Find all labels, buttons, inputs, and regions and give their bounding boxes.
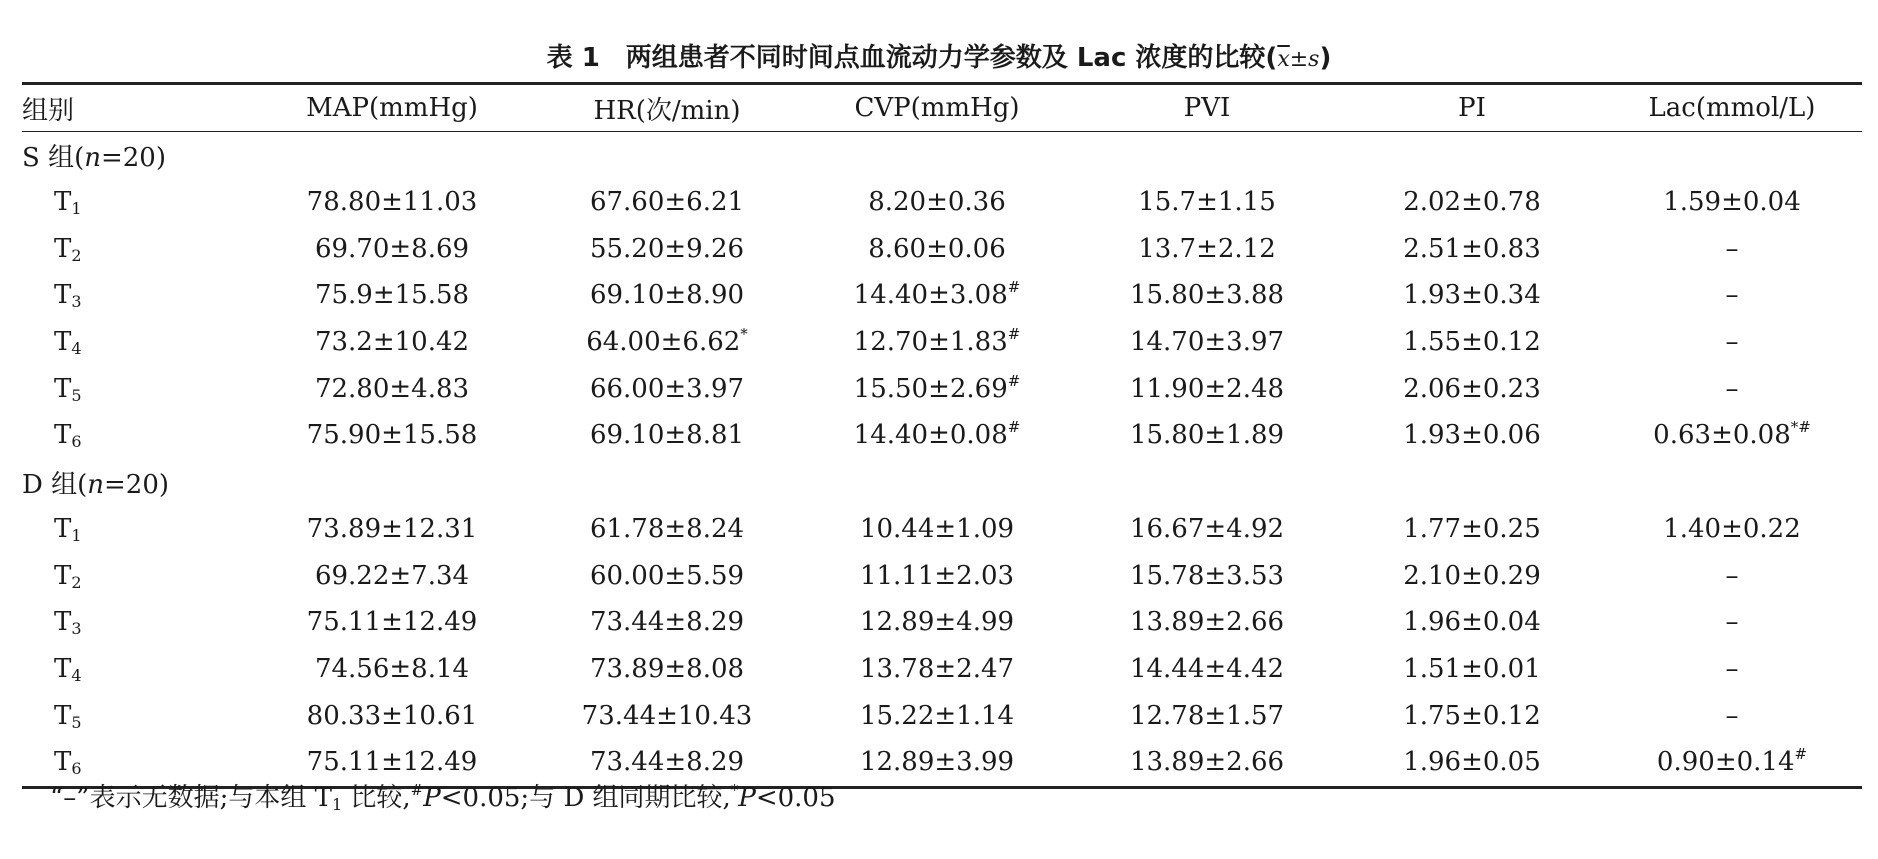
cell-value: 1.75±0.12 — [1403, 700, 1541, 731]
table-cell — [1602, 365, 1862, 412]
cell-value: 1.93±0.06 — [1403, 420, 1541, 451]
significance-mark: * — [740, 325, 748, 344]
cell-value: 73.89±8.08 — [589, 653, 745, 684]
timepoint-subscript: 2 — [71, 572, 82, 592]
cell-value: 69.10±8.81 — [589, 420, 745, 451]
table-cell — [1602, 506, 1862, 553]
cell-value: – — [1725, 233, 1739, 264]
cell-value: 75.90±15.58 — [306, 420, 478, 451]
group-label-suffix: =20) — [104, 469, 170, 500]
cell-value: 16.67±4.92 — [1129, 513, 1285, 544]
table-cell — [532, 319, 802, 366]
cell-value: 12.70±1.83 — [853, 327, 1008, 358]
cell-value: 15.78±3.53 — [1129, 560, 1285, 591]
cell-value: 15.80±3.88 — [1129, 280, 1285, 311]
timepoint-letter: T — [54, 420, 72, 451]
footnote-star-mark: * — [730, 781, 739, 799]
table-cell — [252, 365, 532, 412]
timepoint-letter: T — [54, 700, 72, 731]
table-cell — [1602, 272, 1862, 319]
table-cell — [1072, 646, 1342, 693]
table-cell — [1602, 412, 1862, 459]
cell-value: 73.44±10.43 — [581, 700, 753, 731]
cell-value: 13.89±2.66 — [1129, 607, 1285, 638]
cell-value: 14.44±4.42 — [1129, 653, 1285, 684]
cell-value: 11.11±2.03 — [859, 560, 1015, 591]
table-row — [22, 646, 1862, 693]
cell-value: – — [1725, 607, 1739, 638]
column-header: PVI — [1072, 84, 1342, 132]
caption-close-paren: ) — [1319, 43, 1332, 73]
cell-value: 69.22±7.34 — [314, 560, 470, 591]
n-symbol: n — [87, 469, 105, 500]
table-cell — [802, 225, 1072, 272]
timepoint-label — [22, 412, 252, 459]
timepoint-label — [22, 272, 252, 319]
timepoint-subscript: 2 — [71, 245, 82, 265]
cell-value: 2.06±0.23 — [1403, 373, 1541, 404]
timepoint-letter: T — [54, 280, 72, 311]
column-header: PI — [1342, 84, 1602, 132]
timepoint-letter: T — [54, 513, 72, 544]
footnote-subscript: 1 — [331, 795, 343, 814]
table-cell — [1072, 412, 1342, 459]
timepoint-subscript: 4 — [71, 339, 82, 359]
cell-value: 64.00±6.62 — [586, 327, 741, 358]
table-cell — [802, 272, 1072, 319]
cell-value: 10.44±1.09 — [859, 513, 1015, 544]
group-label-prefix: D 组( — [22, 469, 88, 500]
significance-mark: *# — [1790, 418, 1811, 437]
cell-value: 11.90±2.48 — [1129, 373, 1285, 404]
table-row — [22, 552, 1862, 599]
footnote-p-symbol-2: P — [738, 783, 756, 813]
column-header: MAP(mmHg) — [252, 84, 532, 132]
table-cell — [252, 225, 532, 272]
cell-value: 12.89±3.99 — [859, 747, 1015, 778]
cell-value: 67.60±6.21 — [589, 187, 745, 218]
table-cell — [252, 692, 532, 739]
cell-value: 15.80±1.89 — [1129, 420, 1285, 451]
cell-value: 72.80±4.83 — [314, 373, 470, 404]
cell-value: 12.89±4.99 — [859, 607, 1015, 638]
timepoint-label — [22, 506, 252, 553]
table-cell — [1602, 179, 1862, 226]
table-cell — [1602, 599, 1862, 646]
significance-mark: # — [1007, 418, 1021, 437]
table-cell — [1602, 225, 1862, 272]
table-cell — [1072, 692, 1342, 739]
cell-value: 2.10±0.29 — [1403, 560, 1541, 591]
group-row — [22, 132, 1862, 179]
cell-value: 2.02±0.78 — [1403, 187, 1541, 218]
timepoint-label — [22, 179, 252, 226]
table-cell — [802, 599, 1072, 646]
table-cell — [802, 646, 1072, 693]
cell-value: 73.2±10.42 — [314, 327, 470, 358]
table-footnote — [50, 778, 836, 818]
table-cell — [1342, 225, 1602, 272]
table-cell — [1342, 599, 1602, 646]
column-header: CVP(mmHg) — [802, 84, 1072, 132]
table-cell — [802, 179, 1072, 226]
table-cell — [1072, 179, 1342, 226]
cell-value: 69.70±8.69 — [314, 233, 470, 264]
timepoint-letter: T — [54, 607, 72, 638]
significance-mark: # — [1794, 745, 1808, 764]
cell-value: 1.96±0.05 — [1403, 747, 1541, 778]
cell-value: 1.93±0.34 — [1403, 280, 1541, 311]
timepoint-letter: T — [54, 187, 72, 218]
footnote-text-3: <0.05;与 D 组同期比较, — [440, 783, 731, 813]
table-cell — [532, 646, 802, 693]
table-cell — [1602, 646, 1862, 693]
timepoint-letter: T — [54, 560, 72, 591]
cell-value: 75.11±12.49 — [306, 747, 478, 778]
significance-mark: # — [1007, 371, 1021, 390]
table-cell — [1072, 739, 1342, 787]
cell-value: 1.77±0.25 — [1403, 513, 1541, 544]
cell-value: 66.00±3.97 — [589, 373, 745, 404]
table-cell — [1602, 739, 1862, 787]
cell-value: 8.20±0.36 — [868, 187, 1006, 218]
table-row — [22, 599, 1862, 646]
table-cell — [1072, 365, 1342, 412]
timepoint-label — [22, 552, 252, 599]
timepoint-letter: T — [54, 373, 72, 404]
column-header: 组别 — [22, 84, 252, 132]
column-header: HR(次/min) — [532, 84, 802, 132]
timepoint-subscript: 1 — [71, 199, 82, 219]
cell-value: 1.40±0.22 — [1663, 513, 1801, 544]
n-symbol: n — [84, 142, 101, 173]
table-row — [22, 179, 1862, 226]
table-cell — [1342, 319, 1602, 366]
cell-value: 12.78±1.57 — [1129, 700, 1285, 731]
table-row — [22, 506, 1862, 553]
table-cell — [532, 179, 802, 226]
table-row — [22, 412, 1862, 459]
cell-value: 1.96±0.04 — [1403, 607, 1541, 638]
table-number: 表 1 — [546, 43, 600, 73]
group-label-prefix: S 组( — [22, 142, 85, 173]
table-cell — [532, 599, 802, 646]
group-label-suffix: =20) — [100, 142, 166, 173]
cell-value: 73.44±8.29 — [589, 607, 745, 638]
timepoint-subscript: 6 — [71, 432, 82, 452]
cell-value: 0.63±0.08 — [1653, 420, 1791, 451]
cell-value: 73.89±12.31 — [306, 513, 478, 544]
table-cell — [1342, 365, 1602, 412]
timepoint-letter: T — [54, 653, 72, 684]
group-label — [22, 132, 1862, 179]
table-cell — [1072, 599, 1342, 646]
cell-value: 13.89±2.66 — [1129, 747, 1285, 778]
table-cell — [1342, 552, 1602, 599]
table-cell — [532, 412, 802, 459]
cell-value: 60.00±5.59 — [589, 560, 745, 591]
table-cell — [802, 692, 1072, 739]
timepoint-subscript: 3 — [71, 292, 82, 312]
table-row — [22, 225, 1862, 272]
footnote-text-2: 比较, — [342, 783, 411, 813]
cell-value: 75.9±15.58 — [314, 280, 470, 311]
cell-value: 14.40±0.08 — [853, 420, 1008, 451]
table-cell — [252, 599, 532, 646]
timepoint-label — [22, 599, 252, 646]
table-cell — [532, 692, 802, 739]
cell-value: – — [1725, 373, 1739, 404]
table-cell — [1072, 319, 1342, 366]
table-cell — [252, 272, 532, 319]
mean-symbol: $\overline{x}$ — [1277, 47, 1290, 72]
table-cell — [252, 646, 532, 693]
timepoint-label — [22, 365, 252, 412]
table-cell — [1072, 506, 1342, 553]
cell-value: 1.55±0.12 — [1403, 327, 1541, 358]
significance-mark: # — [1007, 325, 1021, 344]
timepoint-subscript: 1 — [71, 525, 82, 545]
group-row — [22, 459, 1862, 506]
footnote-p-symbol-1: P — [423, 783, 441, 813]
table-cell — [252, 552, 532, 599]
table-row — [22, 319, 1862, 366]
table-body — [22, 132, 1862, 788]
table-cell — [1072, 272, 1342, 319]
cell-value: 78.80±11.03 — [306, 187, 478, 218]
cell-value: 61.78±8.24 — [589, 513, 745, 544]
table-cell — [252, 319, 532, 366]
timepoint-label — [22, 319, 252, 366]
timepoint-letter: T — [54, 327, 72, 358]
table-cell — [1602, 692, 1862, 739]
footnote-text-4: <0.05 — [755, 783, 836, 813]
cell-value: 80.33±10.61 — [306, 700, 478, 731]
cell-value: 8.60±0.06 — [868, 233, 1006, 264]
table-cell — [532, 552, 802, 599]
table-cell — [802, 506, 1072, 553]
table-cell — [252, 506, 532, 553]
table-cell — [802, 739, 1072, 787]
cell-value: 13.78±2.47 — [859, 653, 1015, 684]
comparison-table — [22, 82, 1862, 789]
cell-value: – — [1725, 653, 1739, 684]
table-cell — [802, 319, 1072, 366]
table-cell — [1602, 319, 1862, 366]
timepoint-subscript: 6 — [71, 759, 82, 779]
table-row — [22, 272, 1862, 319]
cell-value: – — [1725, 560, 1739, 591]
table-cell — [252, 179, 532, 226]
table-cell — [1342, 412, 1602, 459]
table-cell — [1342, 692, 1602, 739]
table-cell — [532, 506, 802, 553]
group-label — [22, 459, 1862, 506]
cell-value: 2.51±0.83 — [1403, 233, 1541, 264]
timepoint-subscript: 4 — [71, 665, 82, 685]
footnote-text-1: “–”表示无数据;与本组 T — [50, 783, 332, 813]
footnote-hash-mark: # — [410, 781, 424, 799]
table-cell — [532, 272, 802, 319]
cell-value: 15.50±2.69 — [853, 373, 1008, 404]
cell-value: 14.40±3.08 — [853, 280, 1008, 311]
cell-value: 69.10±8.90 — [589, 280, 745, 311]
cell-value: 15.22±1.14 — [859, 700, 1015, 731]
cell-value: 1.59±0.04 — [1663, 187, 1801, 218]
cell-value: 73.44±8.29 — [589, 747, 745, 778]
cell-value: – — [1725, 327, 1739, 358]
timepoint-subscript: 5 — [71, 385, 82, 405]
table-cell — [802, 552, 1072, 599]
header-row — [22, 84, 1862, 132]
cell-value: 75.11±12.49 — [306, 607, 478, 638]
table-cell — [1072, 552, 1342, 599]
table-cell — [1342, 506, 1602, 553]
table-cell — [532, 365, 802, 412]
significance-mark: # — [1007, 278, 1021, 297]
cell-value: 1.51±0.01 — [1403, 653, 1541, 684]
table-cell — [1602, 552, 1862, 599]
cell-value: 13.7±2.12 — [1138, 233, 1276, 264]
timepoint-label — [22, 692, 252, 739]
timepoint-subscript: 3 — [71, 619, 82, 639]
timepoint-letter: T — [54, 747, 72, 778]
cell-value: 15.7±1.15 — [1138, 187, 1276, 218]
table-cell — [1342, 179, 1602, 226]
cell-value: – — [1725, 700, 1739, 731]
table-cell — [532, 225, 802, 272]
sd-symbol: ±s — [1289, 47, 1320, 72]
table-cell — [802, 412, 1072, 459]
timepoint-letter: T — [54, 233, 72, 264]
table-caption — [0, 38, 1878, 80]
table-cell — [1342, 739, 1602, 787]
column-header: Lac(mmol/L) — [1602, 84, 1862, 132]
cell-value: 74.56±8.14 — [314, 653, 470, 684]
table-row — [22, 692, 1862, 739]
timepoint-subscript: 5 — [71, 712, 82, 732]
table-cell — [802, 365, 1072, 412]
timepoint-label — [22, 646, 252, 693]
timepoint-label — [22, 225, 252, 272]
table-cell — [1072, 225, 1342, 272]
cell-value: 14.70±3.97 — [1129, 327, 1285, 358]
table-row — [22, 365, 1862, 412]
cell-value: 55.20±9.26 — [589, 233, 745, 264]
table-cell — [1342, 272, 1602, 319]
cell-value: – — [1725, 280, 1739, 311]
table-title: 两组患者不同时间点血流动力学参数及 Lac 浓度的比较( — [625, 43, 1278, 73]
cell-value: 0.90±0.14 — [1656, 747, 1795, 778]
table-cell — [252, 412, 532, 459]
table-cell — [1342, 646, 1602, 693]
